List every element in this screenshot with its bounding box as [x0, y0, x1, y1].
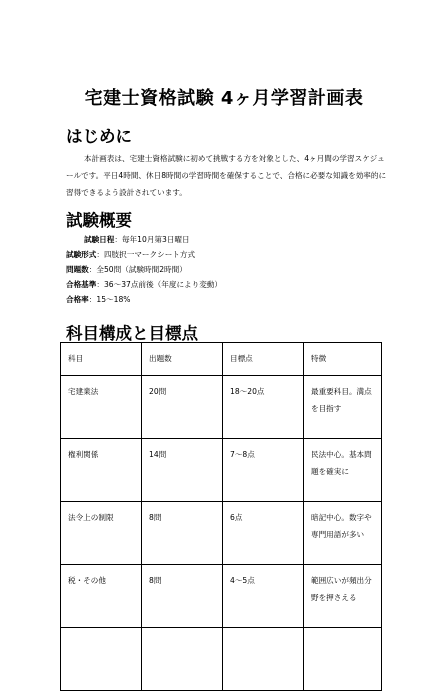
- table-row: [61, 376, 382, 439]
- table-cell: [142, 628, 223, 691]
- overview-key: 試験日程: [84, 235, 115, 244]
- overview-value: 毎年10月第3日曜日: [121, 235, 190, 244]
- table-cell: 20問: [142, 376, 223, 439]
- overview-value: 15〜18%: [96, 295, 131, 304]
- overview-item: 試験形式：四肢択一マークシート方式: [66, 250, 196, 259]
- subjects-table: [60, 342, 382, 691]
- table-cell: 範囲広いが頻出分野を押さえる: [304, 565, 382, 628]
- table-cell: 18〜20点: [223, 376, 304, 439]
- column-header: 科目: [61, 343, 142, 376]
- table-row: [61, 565, 382, 628]
- table-cell: 権利関係: [61, 439, 142, 502]
- column-header: 目標点: [223, 343, 304, 376]
- table-cell: 14問: [142, 439, 223, 502]
- table-header-row: [61, 343, 382, 376]
- overview-key: 合格基準: [66, 280, 97, 289]
- column-header: 出題数: [142, 343, 223, 376]
- overview-key: 試験形式: [66, 250, 97, 259]
- table-row: [61, 628, 382, 691]
- subjects-heading: 科目構成と目標点: [66, 324, 198, 343]
- overview-item: 問題数：全50問（試験時間2時間）: [66, 265, 187, 274]
- table-cell: 8問: [142, 565, 223, 628]
- intro-paragraph: 本計画表は、宅建士資格試験に初めて挑戦する方を対象とした、4ヶ月間の学習スケジュールです。平日4時間、休日8時間の学習時間を確保することで、合格に必要な知識を効率的に習得できるよう設計されています。: [66, 154, 387, 197]
- table-row: [61, 502, 382, 565]
- overview-item: 試験日程：毎年10月第3日曜日: [84, 235, 190, 244]
- table-cell: 6点: [223, 502, 304, 565]
- table-cell: 暗記中心。数字や専門用語が多い: [304, 502, 382, 565]
- overview-key: 問題数: [66, 265, 89, 274]
- overview-value: 四肢択一マークシート方式: [103, 250, 196, 259]
- document-title: 宅建士資格試験 4ヶ月学習計画表: [84, 88, 364, 109]
- table-cell: [223, 628, 304, 691]
- table-cell: [61, 628, 142, 691]
- overview-item: 合格基準：36〜37点前後（年度により変動）: [66, 280, 223, 289]
- table-cell: 宅建業法: [61, 376, 142, 439]
- overview-key: 合格率: [66, 295, 89, 304]
- table-cell: 7〜8点: [223, 439, 304, 502]
- table-cell: 最重要科目。満点を目指す: [304, 376, 382, 439]
- table-cell: [304, 628, 382, 691]
- table-cell: 法令上の制限: [61, 502, 142, 565]
- table-cell: 税・その他: [61, 565, 142, 628]
- overview-heading: 試験概要: [66, 211, 132, 230]
- column-header: 特徴: [304, 343, 382, 376]
- table-row: [61, 439, 382, 502]
- overview-item: 合格率：15〜18%: [66, 295, 131, 304]
- table-cell: 4〜5点: [223, 565, 304, 628]
- table-cell: 民法中心。基本問題を確実に: [304, 439, 382, 502]
- overview-value: 全50問（試験時間2時間）: [96, 265, 187, 274]
- overview-value: 36〜37点前後（年度により変動）: [103, 280, 223, 289]
- intro-heading: はじめに: [66, 127, 132, 146]
- table-cell: 8問: [142, 502, 223, 565]
